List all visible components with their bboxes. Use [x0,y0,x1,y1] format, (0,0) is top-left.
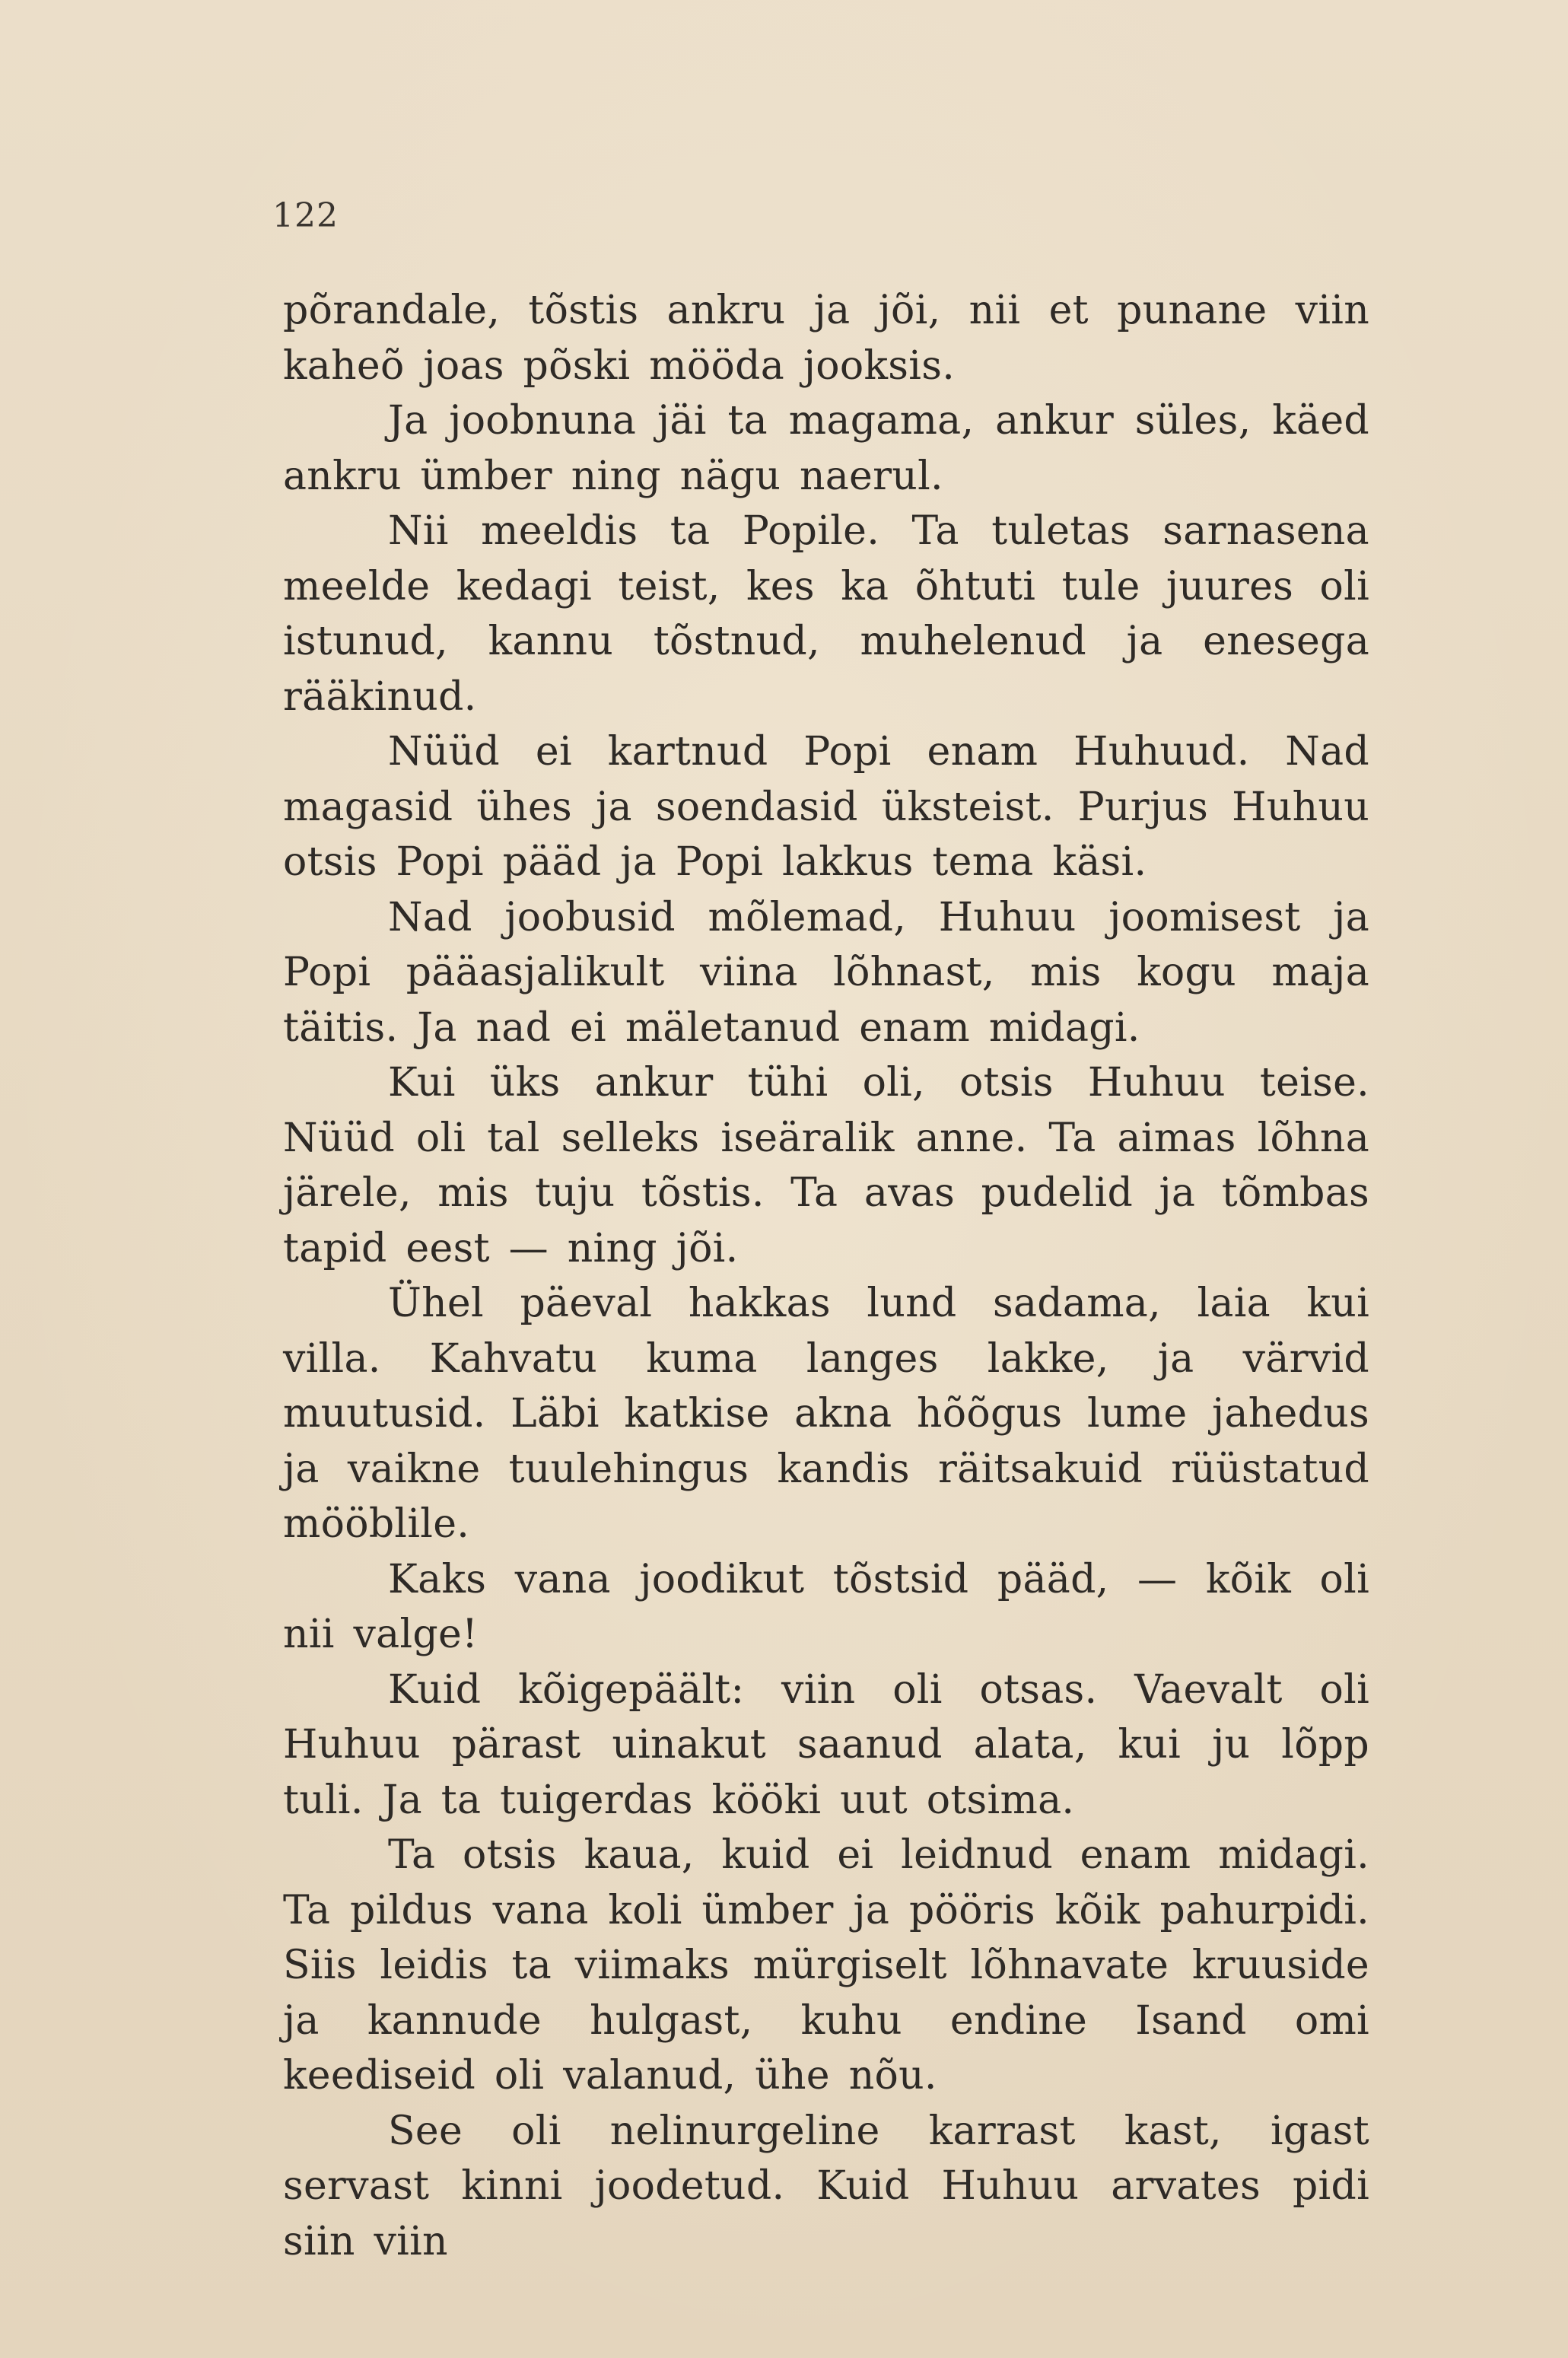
paragraph-6: Kui üks ankur tühi oli, otsis Huhuu teise. Nüüd oli tal selleks iseäralik anne. Ta aimas lõhna järele, mis tuju tõstis. Ta avas pudelid ja tõmbas tapid eest — ning jõi. [283,1060,1369,1271]
page-number: 122 [272,196,339,235]
paragraph-9: Kuid kõigepäält: viin oli otsas. Vaevalt oli Huhuu pärast uinakut saanud alata, kui ju lõpp tuli. Ja ta tuigerdas kööki uut otsima. [283,1666,1369,1823]
paragraph-4: Nüüd ei kartnud Popi enam Huhuud. Nad magasid ühes ja soendasid üksteist. Purjus Huhuu otsis Popi pääd ja Popi lakkus tema käsi. [283,729,1369,885]
paragraph-7: Ühel päeval hakkas lund sadama, laia kui villa. Kahvatu kuma langes lakke, ja värvid muutusid. Läbi katkise akna hõõgus lume jahedus ja vaikne tuulehingus kandis räitsakuid rüüstatud mööblile. [283,1281,1369,1547]
paragraph-3: Nii meeldis ta Popile. Ta tuletas sarnasena meelde kedagi teist, kes ka õhtuti tule juures oli istunud, kannu tõstnud, muhelenud ja enesega rääkinud. [283,508,1369,720]
paragraph-5: Nad joobusid mõlemad, Huhuu joomisest ja Popi pääasjalikult viina lõhnast, mis kogu maja täitis. Ja nad ei mäletanud enam midagi. [283,894,1369,1051]
paragraph-2: Ja joobnuna jäi ta magama, ankur süles, käed ankru ümber ning nägu naerul. [283,398,1369,499]
paragraph-1: põrandale, tõstis ankru ja jõi, nii et punane viin kaheõ joas põski mööda jooksis. [283,288,1369,389]
page-text [283,283,1369,2269]
paragraph-8: Kaks vana joodikut tõstsid pääd, — kõik oli nii valge! [283,1556,1369,1657]
paragraph-11: See oli nelinurgeline karrast kast, igast servast kinni joodetud. Kuid Huhuu arvates pidi siin viin [283,2108,1369,2264]
paragraph-10: Ta otsis kaua, kuid ei leidnud enam midagi. Ta pildus vana koli ümber ja pööris kõik pahurpidi. Siis leidis ta viimaks mürgiselt lõhnavate kruuside ja kannude hulgast, kuhu endine Isand omi keediseid oli valanud, ühe nõu. [283,1832,1369,2099]
